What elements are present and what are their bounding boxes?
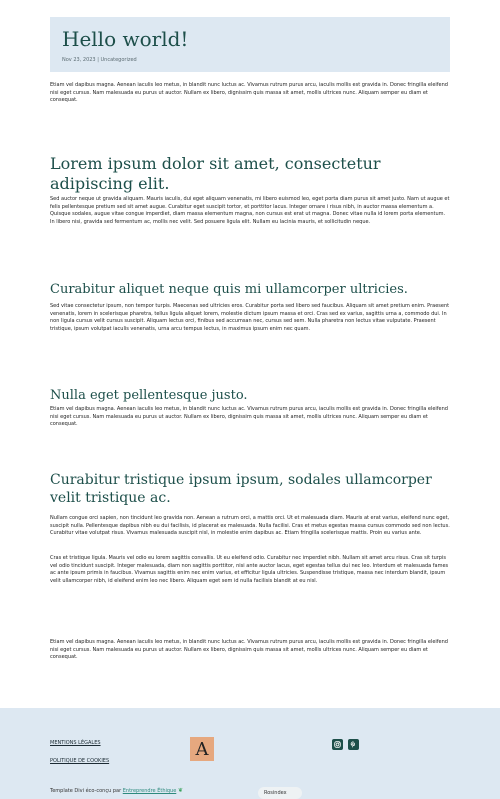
post-title: Hello world! [62, 27, 189, 51]
post-category-link[interactable]: Uncategorized [100, 57, 137, 63]
post-date: Nov 23, 2023 [62, 57, 96, 63]
section-heading-4: Curabitur tristique ipsum ipsum, sodales ullamcorper velit tristique ac. [50, 472, 432, 506]
badge-label: Rosindex [264, 790, 287, 796]
leaf-icon: ❦ [177, 787, 183, 794]
cookie-policy-link[interactable]: POLITIQUE DE COOKIES [50, 758, 110, 764]
post-header [50, 17, 450, 72]
section-heading-3: Nulla eget pellentesque justo. [50, 388, 248, 403]
pinterest-icon[interactable] [348, 739, 359, 750]
footer-credit [50, 787, 183, 794]
section-4-paragraph-2: Cras et tristique ligula. Mauris vel odio eu lorem sagittis convallis. Ut eu eleifend odio. Curabitur nec imperdiet nibh. Nullam sit amet arcu risus. Cras sit turpis vel odio tincidunt suscipit. Integer malesuada, diam non sagittis porttitor, nisi ante auctor lacus, eget egestas tellus dui nec leo. Interdum et malesuada fames ac ante ipsum primis in faucibus. Vivamus sagittis enim nec enim varius, et efficitur ligula ultricies. Suspendisse tristique, massa nec interdum blandit, ipsum velit ullamcorper nibh, id eleifend enim leo nec libero. Aliquam eget sem id nulla facilisis blandit at eu nisl. [50, 555, 449, 584]
section-2-paragraph: Sed vitae consectetur ipsum, non tempor turpis. Maecenas sed ultricies eros. Curabitur porta sed libero sed faucibus. Aliquam sit amet pretium enim. Praesent venenatis, lorem in scelerisque pharetra, tellus ligula aliquet lorem, molestie dictum ipsum massa et orci. Cras sed ex varius, sagittis urna a, commodo dui. In non ligula cursus velit cursus suscipit. Aliquam lectus orci, finibus sed accumsan nec, cursus sed sem. Nulla pharetra non lectus vitae vulputate. Praesent tristique, ipsum volutpat iaculis venenatis, urna arcu tempus lectus, in maximus ipsum enim nec quam. [50, 303, 450, 332]
closing-paragraph: Etiam vel dapibus magna. Aenean iaculis leo metus, in blandit nunc luctus ac. Vivamus rutrum purus arcu, iaculis mollis est gravida in. Donec fringilla eleifend nisi eget cursus. Nam malesuada eu purus ut auctor. Nullam ex libero, dignissim quis massa sit amet, mollis ultrices nunc. Aliquam semper eu diam et consequat. [50, 639, 448, 660]
legal-notice-link[interactable]: MENTIONS LÉGALES [50, 740, 101, 746]
section-1-paragraph: Sed auctor neque ut gravida aliquam. Mauris iaculis, dui eget aliquam venenatis, mi libero euismod leo, eget porta diam purus sit amet justo. Nam ut augue et felis pellentesque pretium sed sit amet augue. Curabitur eget suscipit tortor, et porttitor lacus. Integer ornare i risus nibh, in auctor massa elementum a. Quisque sodales, augue vitae congue imperdiet, diam massa elementum magna, non cursus est erat ut magna. Donec vitae nulla id lorem porta elementum. In libero nisi, gravida sed fermentum ac, mollis nec velit. Sed posuere ligula elit. Nullam eu lacinia mauris, et sollicitudin neque. [50, 196, 450, 225]
rosindex-badge[interactable] [258, 787, 302, 799]
section-4-paragraph-1: Nullam congue orci sapien, non tincidunt leo gravida non. Aenean a rutrum orci, a mattis orci. Ut et malesuada diam. Mauris at erat varius, eleifend nunc eget, suscipit nulla. Pellentesque dapibus nibh eu dui facilisis, id placerat ex malesuada. Nulla facilisi. Cras et metus egestas massa cursus commodo sed non lectus. Curabitur vitae volutpat risus. Vivamus malesuada suscipit nisl, in molestie enim dapibus ac. Etiam fringilla scelerisque mattis. Proin eu varius ante. [50, 515, 450, 536]
logo-letter: A [195, 738, 209, 760]
site-logo[interactable] [190, 737, 214, 761]
credit-link[interactable]: Entreprendre Éthique [122, 788, 177, 794]
site-footer [0, 708, 500, 799]
section-heading-2: Curabitur aliquet neque quis mi ullamcorper ultricies. [50, 282, 408, 297]
intro-paragraph: Etiam vel dapibus magna. Aenean iaculis leo metus, in blandit nunc luctus ac. Vivamus rutrum purus arcu, iaculis mollis est gravida in. Donec fringilla eleifend nisi eget cursus. Nam malesuada eu purus ut auctor. Nullam ex libero, dignissim quis massa sit amet, mollis ultrices nunc. Aliquam semper eu diam et consequat. [50, 82, 448, 103]
post-meta [62, 57, 438, 63]
section-heading-1: Lorem ipsum dolor sit amet, consectetur adipiscing elit. [50, 154, 381, 193]
meta-separator: | [95, 57, 101, 63]
section-3-paragraph: Etiam vel dapibus magna. Aenean iaculis leo metus, in blandit nunc luctus ac. Vivamus rutrum purus arcu, iaculis mollis est gravida in. Donec fringilla eleifend nisi eget cursus. Nam malesuada eu purus ut auctor. Nullam ex libero, dignissim quis massa sit amet, mollis ultrices nunc. Aliquam semper eu diam et consequat. [50, 406, 448, 427]
post-content [50, 82, 450, 662]
credit-prefix: Template Divi éco-conçu par [50, 788, 123, 794]
instagram-icon[interactable] [332, 739, 343, 750]
